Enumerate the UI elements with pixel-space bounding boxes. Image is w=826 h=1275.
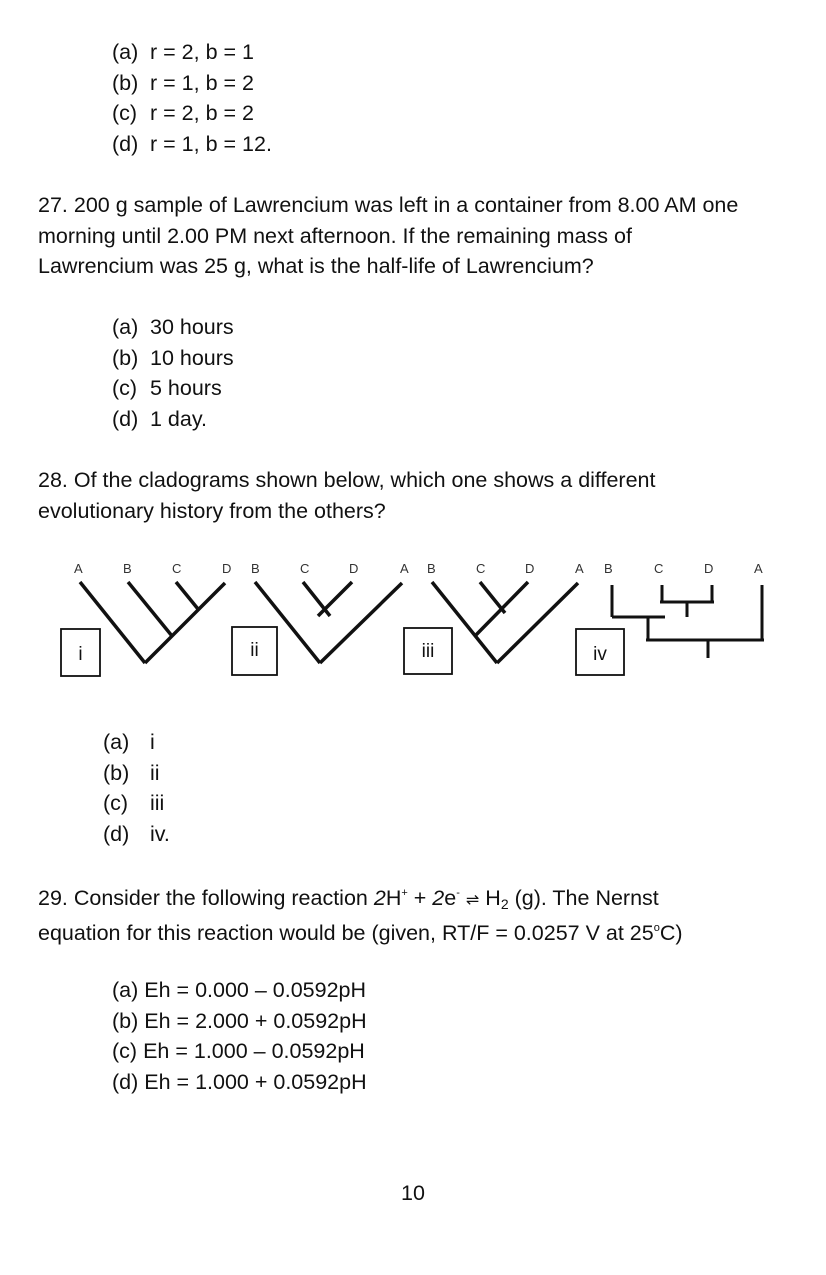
question-line: Lawrencium was 25 g, what is the half-life of Lawrencium? — [38, 254, 594, 278]
taxon-label: A — [575, 561, 584, 576]
option-label: (b) — [112, 70, 139, 95]
option-label: (c) — [112, 1039, 138, 1063]
species: e — [444, 886, 457, 910]
degree-sign: o — [653, 921, 660, 934]
plus-sign: + — [407, 886, 433, 910]
cladogram-iv-tree — [612, 585, 764, 658]
question-line — [38, 918, 798, 953]
option-item — [112, 37, 254, 68]
taxon-label: C — [172, 561, 182, 576]
option-item — [103, 758, 160, 789]
taxon-label: C — [654, 561, 664, 576]
option-text: iii — [150, 791, 165, 815]
question-text: equation for this reaction would be (given, RT/F = 0.0257 V at 25 — [38, 920, 654, 945]
option-label: (a) — [103, 730, 130, 754]
option-text: 1 day. — [150, 406, 207, 431]
option-label: (c) — [112, 376, 138, 400]
option-item — [103, 727, 155, 758]
option-item — [112, 343, 234, 374]
question-line: evolutionary history from the others? — [38, 498, 386, 523]
option-text: Eh = 0.000 – 0.0592pH — [144, 978, 367, 1002]
option-text: ii — [150, 760, 160, 785]
taxon-label: C — [476, 561, 486, 576]
option-item — [112, 404, 207, 435]
option-text: i — [150, 730, 155, 754]
option-label: (b) — [112, 345, 139, 370]
cladogram-i-tree — [80, 582, 225, 663]
option-item — [103, 819, 170, 850]
option-label: (b) — [112, 1008, 139, 1033]
question-text: 29. Consider the following reaction — [38, 886, 374, 910]
option-label: (b) — [103, 760, 130, 785]
page-number: 10 — [401, 1181, 425, 1205]
option-label: (c) — [112, 101, 138, 125]
question-27 — [38, 190, 798, 282]
option-text: Eh = 2.000 + 0.0592pH — [144, 1008, 367, 1033]
subscript: 2 — [500, 896, 509, 912]
option-label: (a) — [112, 978, 139, 1002]
option-item — [112, 1067, 367, 1098]
box-label-ii: ii — [250, 640, 259, 661]
taxon-label: B — [251, 561, 260, 576]
option-item — [112, 373, 222, 404]
question-text: C) — [659, 920, 683, 945]
option-item — [112, 975, 366, 1006]
option-item — [112, 1006, 367, 1037]
coefficient: 2 — [432, 886, 445, 910]
question-text: (g). The Nernst — [514, 886, 659, 910]
box-label-iii: iii — [421, 641, 435, 662]
question-29 — [38, 883, 798, 952]
option-item — [112, 1036, 365, 1067]
option-text: r = 2, b = 1 — [150, 40, 254, 64]
taxon-label: D — [349, 561, 359, 576]
option-label: (d) — [112, 1069, 139, 1094]
option-label: (a) — [112, 315, 139, 339]
option-item — [103, 788, 164, 819]
box-label-iv: iv — [593, 644, 607, 665]
option-text: Eh = 1.000 + 0.0592pH — [144, 1069, 367, 1094]
charge: - — [456, 887, 460, 899]
option-item — [112, 312, 234, 343]
option-text: r = 1, b = 12. — [150, 131, 272, 156]
species: H — [485, 886, 501, 910]
option-text: Eh = 1.000 – 0.0592pH — [143, 1039, 365, 1063]
taxon-label: B — [604, 561, 613, 576]
option-label: (c) — [103, 791, 129, 815]
taxon-label: A — [754, 561, 763, 576]
question-28 — [38, 465, 798, 526]
option-text: 30 hours — [150, 315, 234, 339]
taxon-label: C — [300, 561, 310, 576]
cladogram-iii-tree — [432, 582, 578, 663]
option-item — [112, 129, 272, 160]
question-line — [38, 883, 798, 918]
taxon-label: D — [704, 561, 714, 576]
option-item — [112, 68, 254, 99]
option-text: 5 hours — [150, 376, 222, 400]
question-line: morning until 2.00 PM next afternoon. If the remaining mass of — [38, 223, 632, 248]
option-text: iv. — [150, 821, 170, 846]
coefficient: 2 — [373, 886, 386, 910]
taxon-label: A — [400, 561, 409, 576]
option-item — [112, 98, 254, 129]
question-line: 28. Of the cladograms shown below, which one shows a different — [38, 468, 656, 492]
question-line: 27. 200 g sample of Lawrencium was left in a container from 8.00 AM one — [38, 193, 739, 217]
box-label-i: i — [78, 644, 83, 665]
taxon-label: B — [427, 561, 436, 576]
taxon-label: B — [123, 561, 132, 576]
taxon-label: D — [525, 561, 535, 576]
taxon-label: A — [74, 561, 83, 576]
option-label: (a) — [112, 40, 139, 64]
charge: + — [401, 887, 408, 899]
taxon-label: D — [222, 561, 232, 576]
option-text: r = 1, b = 2 — [150, 70, 254, 95]
equilibrium-arrow: ⇌ — [465, 892, 480, 909]
option-label: (d) — [112, 406, 139, 431]
option-text: r = 2, b = 2 — [150, 101, 254, 125]
option-label: (d) — [103, 821, 130, 846]
cladogram-figure — [0, 550, 826, 685]
option-text: 10 hours — [150, 345, 234, 370]
species: H — [385, 886, 402, 910]
option-label: (d) — [112, 131, 139, 156]
